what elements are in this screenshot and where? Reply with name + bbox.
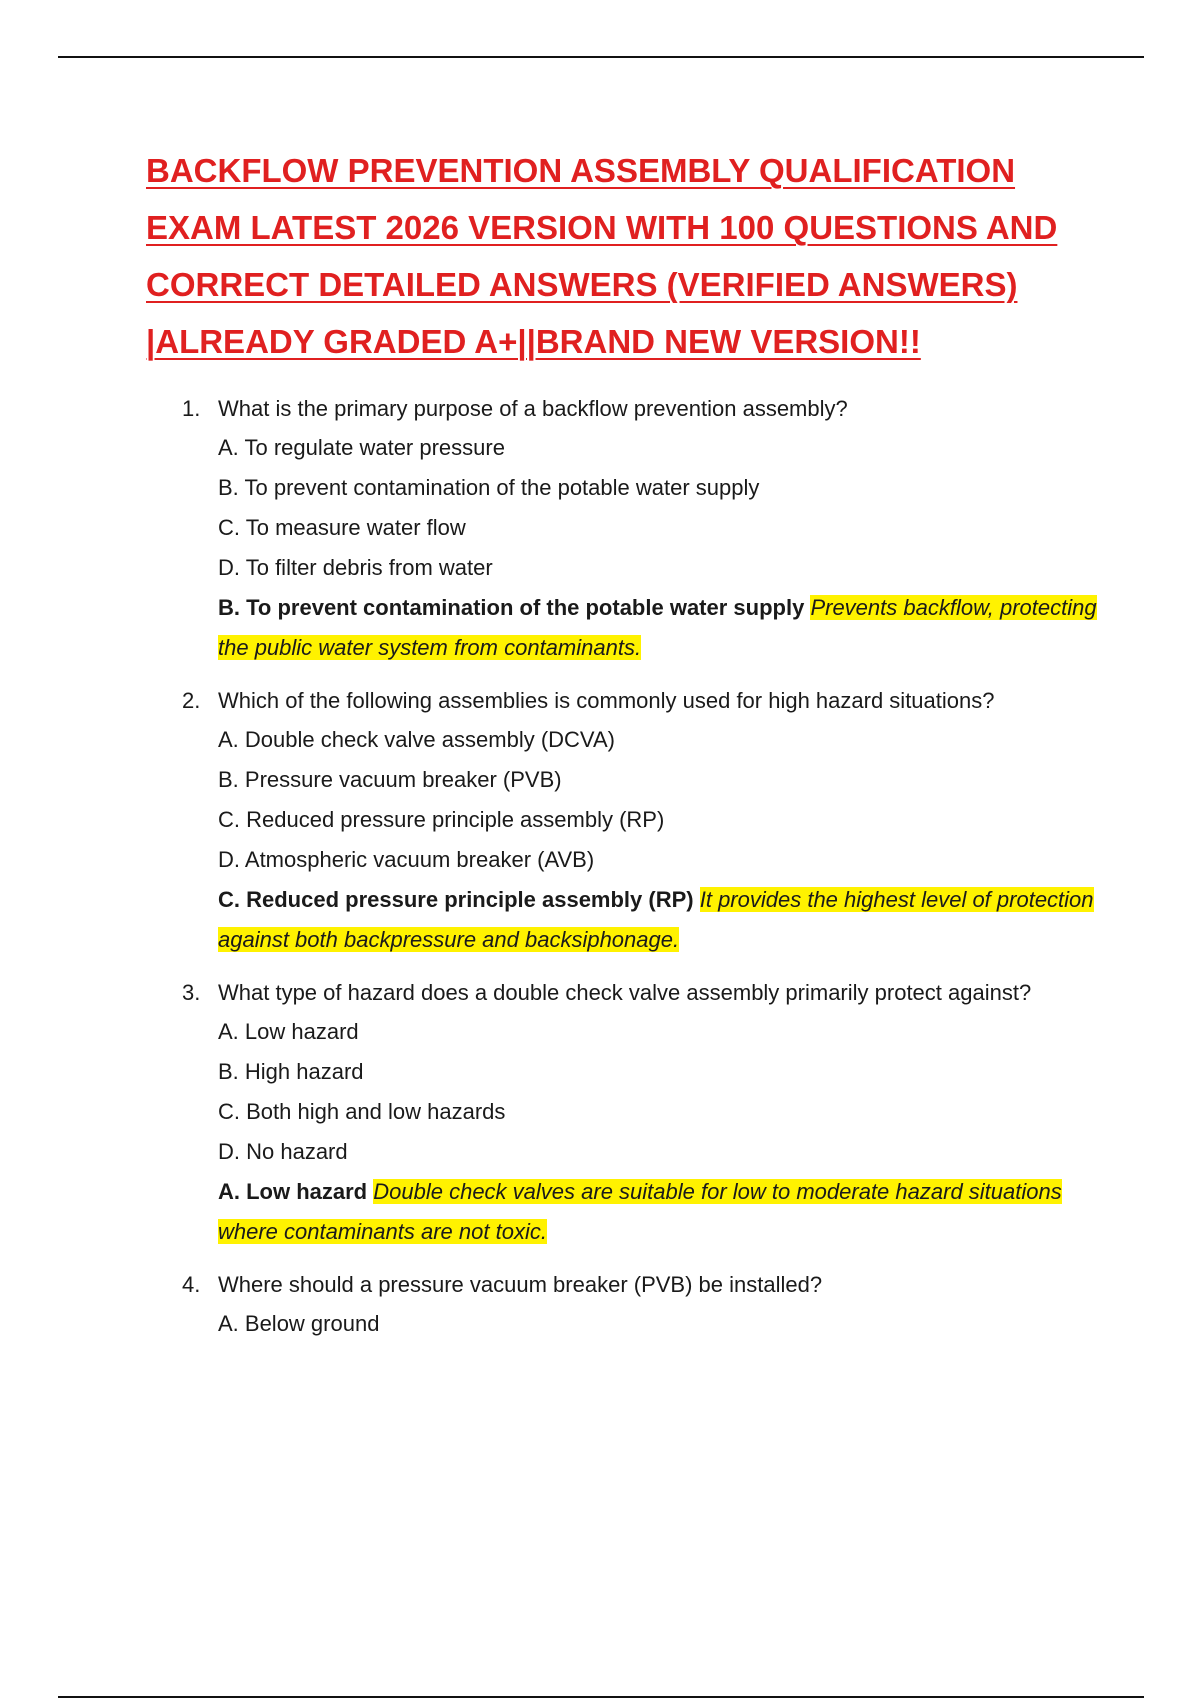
question-item <box>146 1266 1100 1344</box>
question-text: What is the primary purpose of a backflow prevention assembly? <box>218 396 848 421</box>
answer-block <box>218 1172 1100 1252</box>
option-c: C. Both high and low hazards <box>218 1099 506 1124</box>
question-number: 3. <box>182 980 201 1005</box>
header-rule <box>58 56 1144 58</box>
answer-block <box>218 880 1100 960</box>
question-list <box>146 390 1100 1344</box>
answer-explanation: It provides the highest level of protection against both backpressure and backsiphonage. <box>218 887 1094 952</box>
question-number: 1. <box>182 396 201 421</box>
option-b: B. To prevent contamination of the potable water supply <box>218 475 760 500</box>
option-d: D. Atmospheric vacuum breaker (AVB) <box>218 847 595 872</box>
option-c: C. To measure water flow <box>218 515 466 540</box>
question-number: 2. <box>182 688 201 713</box>
answer-explanation: Double check valves are suitable for low to moderate hazard situations where contaminants are not toxic. <box>218 1179 1062 1244</box>
option-d: D. To filter debris from water <box>218 555 493 580</box>
option-a: A. To regulate water pressure <box>218 435 505 460</box>
footer-rule <box>58 1696 1144 1698</box>
question-text: Which of the following assemblies is commonly used for high hazard situations? <box>218 688 995 713</box>
correct-answer: B. To prevent contamination of the potable water supply <box>218 595 805 620</box>
document-title: BACKFLOW PREVENTION ASSEMBLY QUALIFICATION EXAM LATEST 2026 VERSION WITH 100 QUESTIONS AND CORRECT DETAILED ANSWERS (VERIFIED ANSWERS) |ALREADY GRADED A+||BRAND NEW VERSION!! <box>146 152 1058 360</box>
question-item <box>146 390 1100 668</box>
option-b: B. Pressure vacuum breaker (PVB) <box>218 767 562 792</box>
correct-answer: C. Reduced pressure principle assembly (RP) <box>218 887 694 912</box>
answer-block <box>218 588 1100 668</box>
option-a: A. Below ground <box>218 1311 380 1336</box>
option-a: A. Double check valve assembly (DCVA) <box>218 727 615 752</box>
document-body <box>146 142 1100 1358</box>
correct-answer: A. Low hazard <box>218 1179 368 1204</box>
question-item <box>146 682 1100 960</box>
option-c: C. Reduced pressure principle assembly (RP) <box>218 807 665 832</box>
option-b: B. High hazard <box>218 1059 364 1084</box>
answer-explanation: Prevents backflow, protecting the public water system from contaminants. <box>218 595 1097 660</box>
question-number: 4. <box>182 1272 201 1297</box>
question-text: What type of hazard does a double check valve assembly primarily protect against? <box>218 980 1032 1005</box>
question-text: Where should a pressure vacuum breaker (PVB) be installed? <box>218 1272 823 1297</box>
option-d: D. No hazard <box>218 1139 348 1164</box>
option-a: A. Low hazard <box>218 1019 359 1044</box>
question-item <box>146 974 1100 1252</box>
